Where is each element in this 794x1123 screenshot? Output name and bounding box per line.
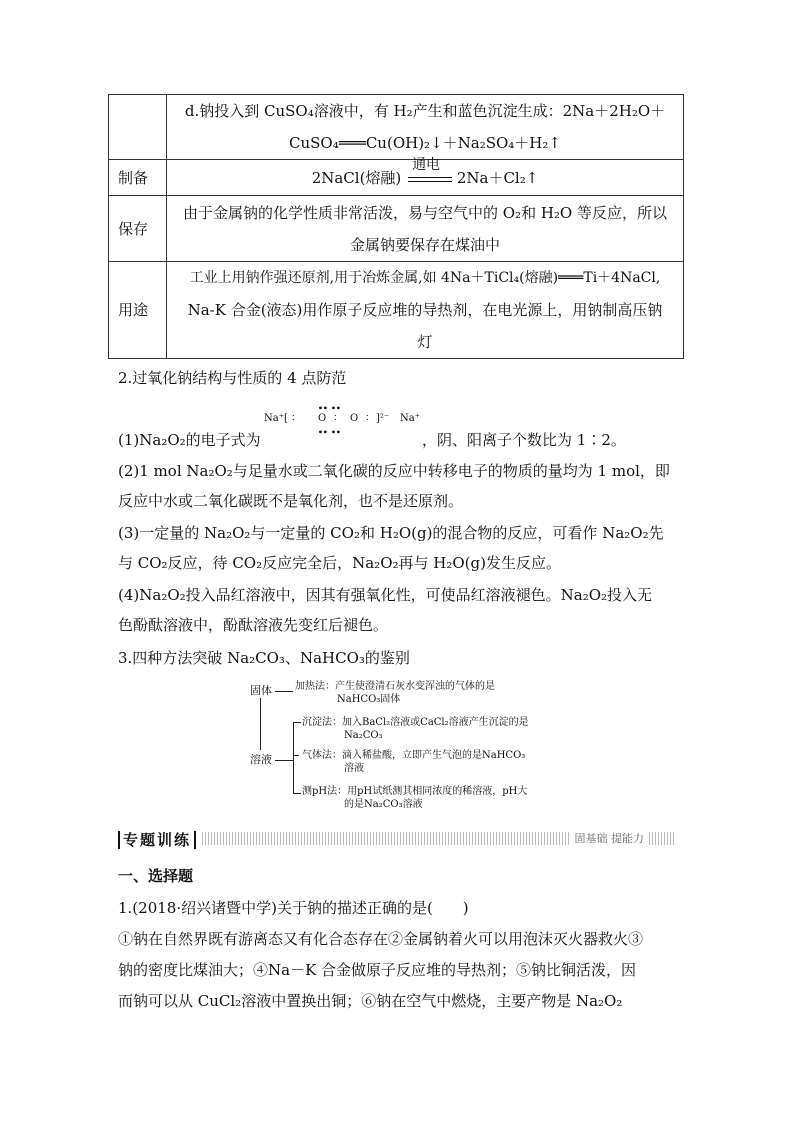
section-banner	[118, 829, 678, 849]
connector	[275, 691, 293, 692]
question1-line1: ①钠在自然界既有游离态又有化合态存在②金属钠着火可以用泡沫灭火器救火③	[118, 930, 644, 948]
p2-line1: (2)1 mol Na₂O₂与足量水或二氧化碳的反应中转移电子的物质的量均为 1 mol，即	[118, 462, 670, 480]
reaction-line2: CuSO₄═══Cu(OH)₂↓＋Na₂SO₄＋H₂↑	[289, 134, 561, 152]
banner-title-text: 专题训练	[123, 831, 192, 849]
storage-cell	[167, 196, 684, 262]
connector	[293, 722, 294, 794]
diag-solution: 溶液	[250, 753, 272, 766]
ef-colon2: ∶	[334, 413, 337, 424]
row-label-preparation: 制备	[109, 160, 167, 196]
reaction-cell	[167, 95, 684, 160]
table-row	[109, 95, 684, 160]
reaction-line1: d.钠投入到 CuSO₄溶液中，有 H₂产生和蓝色沉淀生成：2Na＋2H₂O＋	[184, 102, 666, 120]
diag-gas-1: 气体法：滴入稀盐酸，立即产生气泡的是NaHCO₃	[302, 750, 526, 761]
eq-left: 2NaCl(熔融)	[311, 168, 402, 187]
storage-line2: 金属钠要保存在煤油中	[349, 235, 500, 254]
diag-ph-2: 的是Na₂CO₃溶液	[344, 799, 423, 810]
uses-line2: Na-K 合金(液态)用作原子反应堆的导热剂，在电光源上，用钠制高压钠	[187, 301, 663, 319]
row-label-uses: 用途	[109, 262, 167, 359]
identification-diagram	[245, 676, 575, 816]
ef-dots-top: ∙∙ ∙∙	[318, 403, 341, 414]
p4-line2: 色酚酞溶液中，酚酞溶液先变红后褪色。	[118, 616, 389, 634]
ef-bracket: ]²⁻	[376, 413, 390, 424]
exercise-section-title: 一、选择题	[118, 867, 194, 885]
question1-line2: 钠的密度比煤油大；④Na－K 合金做原子反应堆的导热剂；⑤钠比铜活泼，因	[118, 961, 637, 979]
diag-precip-1: 沉淀法：加入BaCl₂溶液或CaCl₂溶液产生沉淀的是	[302, 717, 529, 728]
ef-na-left: Na⁺[	[264, 413, 288, 424]
preparation-equation	[167, 156, 684, 196]
eq-condition: 通电	[412, 156, 441, 173]
p1-text-a: (1)Na₂O₂的电子式为	[118, 431, 261, 449]
connector	[293, 755, 299, 756]
sodium-properties-table	[108, 94, 684, 359]
question1-stem: 1.(2018·绍兴诸暨中学)关于钠的描述正确的是( )	[118, 899, 469, 917]
ef-o2: O	[350, 413, 359, 424]
ef-dots-bottom: ∙∙ ∙∙	[318, 427, 341, 438]
diag-solid: 固体	[250, 684, 272, 697]
diag-ph-1: 测pH法：用pH试纸测其相同浓度的稀溶液，pH大	[302, 786, 528, 797]
ef-o1: O	[318, 413, 327, 424]
row-label-storage: 保存	[109, 196, 167, 262]
banner-tag: 固基础 提能力	[571, 830, 649, 846]
uses-cell	[167, 262, 684, 359]
ef-colon1: ∶	[292, 413, 295, 424]
p3-line2: 与 CO₂反应，待 CO₂反应完全后，Na₂O₂再与 H₂O(g)发生反应。	[118, 554, 561, 572]
p3-line1: (3)一定量的 Na₂O₂与一定量的 CO₂和 H₂O(g)的混合物的反应，可看作 Na₂O₂先	[118, 524, 664, 542]
uses-line3: 灯	[417, 333, 433, 351]
electron-formula	[262, 400, 432, 444]
uses-line1: 工业上用钠作强还原剂,用于冶炼金属,如 4Na＋TiCl₄(熔融)═══Ti＋4NaCl,	[189, 270, 661, 286]
table-row	[109, 262, 684, 359]
section3-heading: 3.四种方法突破 Na₂CO₃、NaHCO₃的鉴别	[118, 649, 410, 667]
storage-line1: 由于金属钠的化学性质非常活泼，易与空气中的 O₂和 H₂O 等反应，所以	[182, 203, 667, 222]
diag-heat-2: NaHCO₃固体	[337, 694, 401, 705]
table-row	[109, 160, 684, 196]
eq-right: 2Na＋Cl₂↑	[456, 168, 539, 187]
banner-title	[118, 829, 202, 850]
row-label-empty	[109, 95, 167, 160]
ef-na-right: Na⁺	[400, 413, 420, 424]
section2-heading: 2.过氧化钠结构与性质的 4 点防范	[118, 369, 347, 387]
diag-gas-2: 溶液	[344, 763, 364, 774]
p1-text-b: ，阴、阳离子个数比为 1∶2。	[422, 431, 626, 449]
connector	[293, 793, 301, 794]
connector	[260, 698, 261, 750]
ef-colon3: ∶	[366, 413, 369, 424]
table-row	[109, 196, 684, 262]
connector	[275, 760, 293, 761]
question1-line3: 而钠可以从 CuCl₂溶液中置换出铜；⑥钠在空气中燃烧，主要产物是 Na₂O₂	[118, 992, 623, 1010]
diag-heat-1: 加热法：产生使澄清石灰水变浑浊的气体的是	[295, 681, 495, 692]
connector	[293, 722, 301, 723]
p2-line2: 反应中水或二氧化碳既不是氧化剂，也不是还原剂。	[118, 492, 464, 510]
eq-sign	[408, 177, 452, 182]
diag-precip-2: Na₂CO₃	[344, 730, 383, 741]
p4-line1: (4)Na₂O₂投入品红溶液中，因其有强氧化性，可使品红溶液褪色。Na₂O₂投入无	[118, 586, 653, 604]
